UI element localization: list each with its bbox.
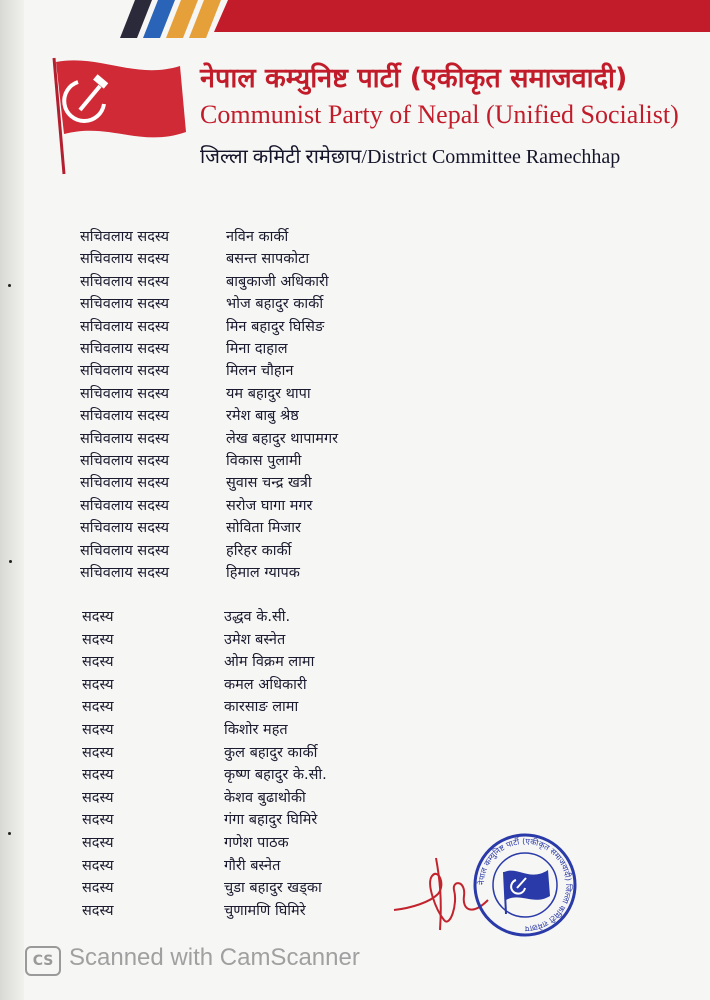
member-row — [0, 338, 710, 360]
member-role: सचिवलाय सदस्य — [80, 565, 169, 581]
member-role: सचिवलाय सदस्य — [80, 520, 169, 537]
party-name-nepali: नेपाल कम्युनिष्ट पार्टी (एकीकृत समाजवादी) — [200, 63, 628, 94]
member-role: सदस्य — [82, 609, 114, 625]
member-row — [0, 360, 710, 382]
member-role: सदस्य — [82, 902, 114, 919]
member-row — [0, 495, 710, 517]
scan-speck — [8, 832, 11, 835]
member-name: लेख बहादुर थापामगर — [226, 430, 339, 447]
member-role: सचिवलाय सदस्य — [80, 273, 169, 290]
member-role: सदस्य — [82, 767, 114, 784]
member-role: सचिवलाय सदस्य — [80, 318, 169, 335]
member-role: सचिवलाय सदस्य — [80, 385, 169, 402]
member-row — [0, 764, 710, 786]
member-row — [0, 226, 710, 248]
camscanner-text: Scanned with CamScanner — [69, 944, 360, 971]
member-name: बाबुकाजी अधिकारी — [226, 273, 329, 290]
member-row — [0, 405, 710, 427]
member-name: उमेश बस्नेत — [224, 631, 286, 648]
member-name: कारसाङ लामा — [224, 699, 299, 716]
party-name-english: Communist Party of Nepal (Unified Socialist) — [200, 100, 679, 129]
member-role: सचिवलाय सदस्य — [80, 497, 169, 514]
district-committee-label: जिल्ला कमिटी रामेछाप/District Committee Ramechhap — [200, 146, 621, 168]
member-name: ओम विक्रम लामा — [224, 654, 315, 671]
member-name: कमल अधिकारी — [224, 676, 307, 693]
member-name: गौरी बस्नेत — [224, 857, 281, 874]
member-row — [0, 674, 710, 696]
member-row — [0, 606, 710, 628]
member-name: सरोज घागा मगर — [226, 497, 313, 514]
member-role: सचिवलाय सदस्य — [80, 251, 169, 268]
member-role: सचिवलाय सदस्य — [80, 229, 169, 245]
member-name: चुडा बहादुर खड्का — [224, 880, 322, 897]
member-name: नविन कार्की — [226, 229, 289, 245]
member-row — [0, 719, 710, 741]
member-role: सचिवलाय सदस्य — [80, 453, 169, 469]
member-name: किशोर महत — [224, 722, 288, 738]
member-name: हरिहर कार्की — [226, 542, 292, 559]
member-role: सदस्य — [82, 789, 114, 806]
member-name: मिना दाहाल — [226, 341, 288, 357]
member-name: बसन्त सापकोटा — [226, 251, 310, 268]
member-name: हिमाल ग्यापक — [226, 565, 300, 581]
member-row — [0, 855, 710, 877]
party-flag-logo — [40, 52, 190, 177]
member-role: सदस्य — [82, 631, 114, 648]
member-name: सोविता मिजार — [226, 520, 301, 537]
scan-speck — [8, 284, 11, 287]
member-name: भोज बहादुर कार्की — [226, 296, 324, 313]
official-seal-stamp — [470, 830, 580, 940]
member-name: यम बहादुर थापा — [226, 385, 311, 402]
member-row — [0, 383, 710, 405]
member-row — [0, 248, 710, 270]
member-row — [0, 651, 710, 673]
member-role: सचिवलाय सदस्य — [80, 363, 169, 380]
member-row — [0, 450, 710, 472]
scan-speck — [9, 560, 12, 563]
member-name: सुवास चन्द्र खत्री — [226, 475, 312, 492]
member-row — [0, 428, 710, 450]
member-row — [0, 877, 710, 899]
member-row — [0, 293, 710, 315]
member-name: रमेश बाबु श्रेष्ठ — [226, 408, 299, 425]
member-role: सचिवलाय सदस्य — [80, 475, 169, 492]
member-row — [0, 562, 710, 584]
member-role: सदस्य — [82, 835, 114, 851]
member-role: सचिवलाय सदस्य — [80, 408, 169, 425]
member-row — [0, 271, 710, 293]
member-name: केशव बुढाथोकी — [224, 789, 306, 806]
member-name: गणेश पाठक — [224, 835, 289, 851]
member-name: मिन बहादुर घिसिङ — [226, 318, 325, 335]
member-role: सदस्य — [82, 744, 114, 761]
camscanner-logo-icon: CS — [25, 946, 61, 976]
member-row — [0, 316, 710, 338]
member-role: सदस्य — [82, 812, 114, 829]
member-role: सदस्य — [82, 654, 114, 671]
member-role: सचिवलाय सदस्य — [80, 296, 169, 313]
member-role: सचिवलाय सदस्य — [80, 430, 169, 447]
member-role: सचिवलाय सदस्य — [80, 341, 169, 357]
member-name: मिलन चौहान — [226, 363, 294, 380]
member-row — [0, 832, 710, 854]
member-row — [0, 629, 710, 651]
member-role: सचिवलाय सदस्य — [80, 542, 169, 559]
member-row — [0, 742, 710, 764]
member-name: कृष्ण बहादुर के.सी. — [224, 767, 327, 784]
member-row — [0, 472, 710, 494]
member-name: गंगा बहादुर घिमिरे — [224, 812, 318, 829]
member-role: सदस्य — [82, 880, 114, 897]
stamp-text: नेपाल कम्युनिष्ट पार्टी (एकीकृत समाजवादी) जिल्ला कमिटी रामेछाप — [476, 836, 574, 934]
member-name: कुल बहादुर कार्की — [224, 744, 318, 761]
member-role: सदस्य — [82, 676, 114, 693]
member-name: चुणामणि घिमिरे — [224, 902, 306, 919]
member-role: सदस्य — [82, 857, 114, 874]
member-row — [0, 900, 710, 922]
member-row — [0, 540, 710, 562]
member-row — [0, 696, 710, 718]
member-role: सदस्य — [82, 699, 114, 716]
member-name: विकास पुलामी — [226, 453, 302, 469]
member-name: उद्धव के.सी. — [224, 609, 291, 625]
top-banner — [0, 0, 710, 40]
member-row — [0, 517, 710, 539]
member-row — [0, 787, 710, 809]
member-row — [0, 809, 710, 831]
member-role: सदस्य — [82, 722, 114, 738]
